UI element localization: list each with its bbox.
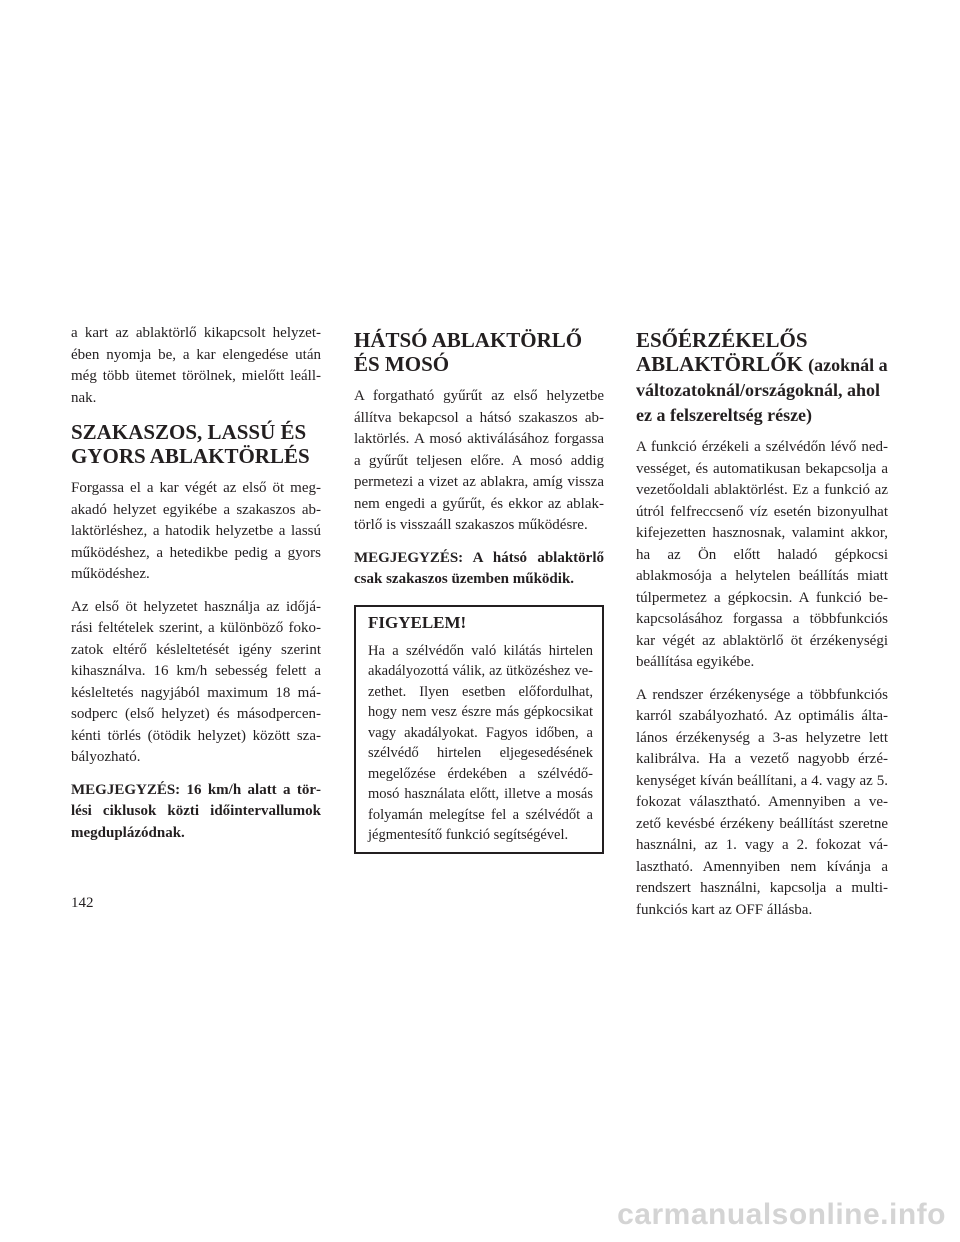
section-heading-wiper-speeds: SZAKASZOS, LASSÚ ÉS GYORS ABLAKTÖRLÉS bbox=[71, 420, 310, 468]
note-paragraph: MEGJEGYZÉS: A hátsó ablaktörlő csak szakaszos üzemben működik. bbox=[354, 549, 604, 587]
column-left bbox=[71, 323, 321, 855]
section-heading-rear-wiper: HÁTSÓ ABLAKTÖRLŐ ÉS MOSÓ bbox=[354, 328, 583, 376]
paragraph: A rendszer érzékenysége a többfunkciós karról szabályozható. Az optimális általános érzékenység a 3-as helyzetre lett kalibrálva. Ha a vezető nagyobb érzékenységet kíván beállítani, a 4. vagy az 5. fokozat választható. Amennyiben a vezető kevésbé érzékeny beállítást szeretne használni, az 1. vagy a 2. fokozat választható. Amennyiben nem kívánja a rendszert használni, kapcsolja a multifunkciós kart az OFF állásba. bbox=[636, 686, 888, 918]
column-middle bbox=[354, 323, 604, 854]
paragraph: A funkció érzékeli a szélvédőn lévő nedvességet, és automatikusan bekapcsolja a vezetőoldali ablaktörlést. Ez a funkció az útról felfreccsenő víz esetén bizonyulhat kifejezetten hasznosnak, valamint akkor, ha az Ön előtt haladó gépkocsi ablakmosója a helytelen beállítás miatt túlpermetez a gépkocsin. A funkció bekapcsolásához forgassa a többfunkciós kar végét az ablaktörlő öt érzékenységi beállítása egyikébe. bbox=[636, 439, 888, 670]
column-right bbox=[636, 323, 888, 932]
warning-title: FIGYELEM! bbox=[368, 612, 467, 632]
warning-box bbox=[354, 605, 604, 854]
paragraph: Forgassa el a kar végét az első öt megakadó helyzet egyikébe a szakaszos ablaktörléshez, a hatodik helyzetbe a lassú működéshez, a hetedikbe pedig a gyors működéshez. bbox=[71, 480, 321, 582]
heading-main: ESŐÉRZÉKELŐS ABLAKTÖRLŐK bbox=[636, 328, 808, 376]
paragraph: Az első öt helyzetet használja az időjárási feltételek szerint, a különböző fokozatok eltérő késleltetését igény szerint kihasználva. 16 km/h sebesség felett a késleltetés nagyjából maximum 18 másodperc (első helyzet) és másodpercenkénti törlés (ötödik helyzet) között szabályozható. bbox=[71, 598, 321, 765]
warning-text: Ha a szélvédőn való kilátás hirtelen akadályozottá válik, az ütközéshez vezethet. Ilyen esetben előfordulhat, hogy nem vesz észre más gépkocsikat vagy akadályokat. Fagyos időben, a szélvédő hirtelen eljegesedésének megelőzése érdekében a szélvédőmosó használata előtt, illetve a mosás folyamán melegítse fel a szélvédőt a jégmentesítő funkció segítségével. bbox=[368, 642, 593, 843]
note-paragraph: MEGJEGYZÉS: 16 km/h alatt a törlési ciklusok közti időintervallumok megduplázódnak. bbox=[71, 781, 321, 841]
page-number: 142 bbox=[71, 895, 94, 911]
watermark: carmanualsonline.info bbox=[617, 1198, 946, 1231]
heading-sub: (azoknál a változatoknál/országoknál, ahol ez a felszereltség része) bbox=[636, 355, 888, 425]
section-heading-rain-sensing bbox=[636, 328, 888, 427]
paragraph: A forgatható gyűrűt az első helyzetbe állítva bekapcsol a hátsó szakaszos ablaktörlés. A mosó aktiválásához forgassa a gyűrűt teljesen előre. A mosó addig permetezi a vizet az ablakra, amíg vissza nem engedi a gyűrűt, és ekkor az ablaktörlő is visszaáll szakaszos működésre. bbox=[354, 388, 604, 533]
intro-paragraph: a kart az ablaktörlő kikapcsolt helyzetében nyomja be, a kar elengedése után még több ütemet törölnek, mielőtt leállnak. bbox=[71, 325, 321, 406]
